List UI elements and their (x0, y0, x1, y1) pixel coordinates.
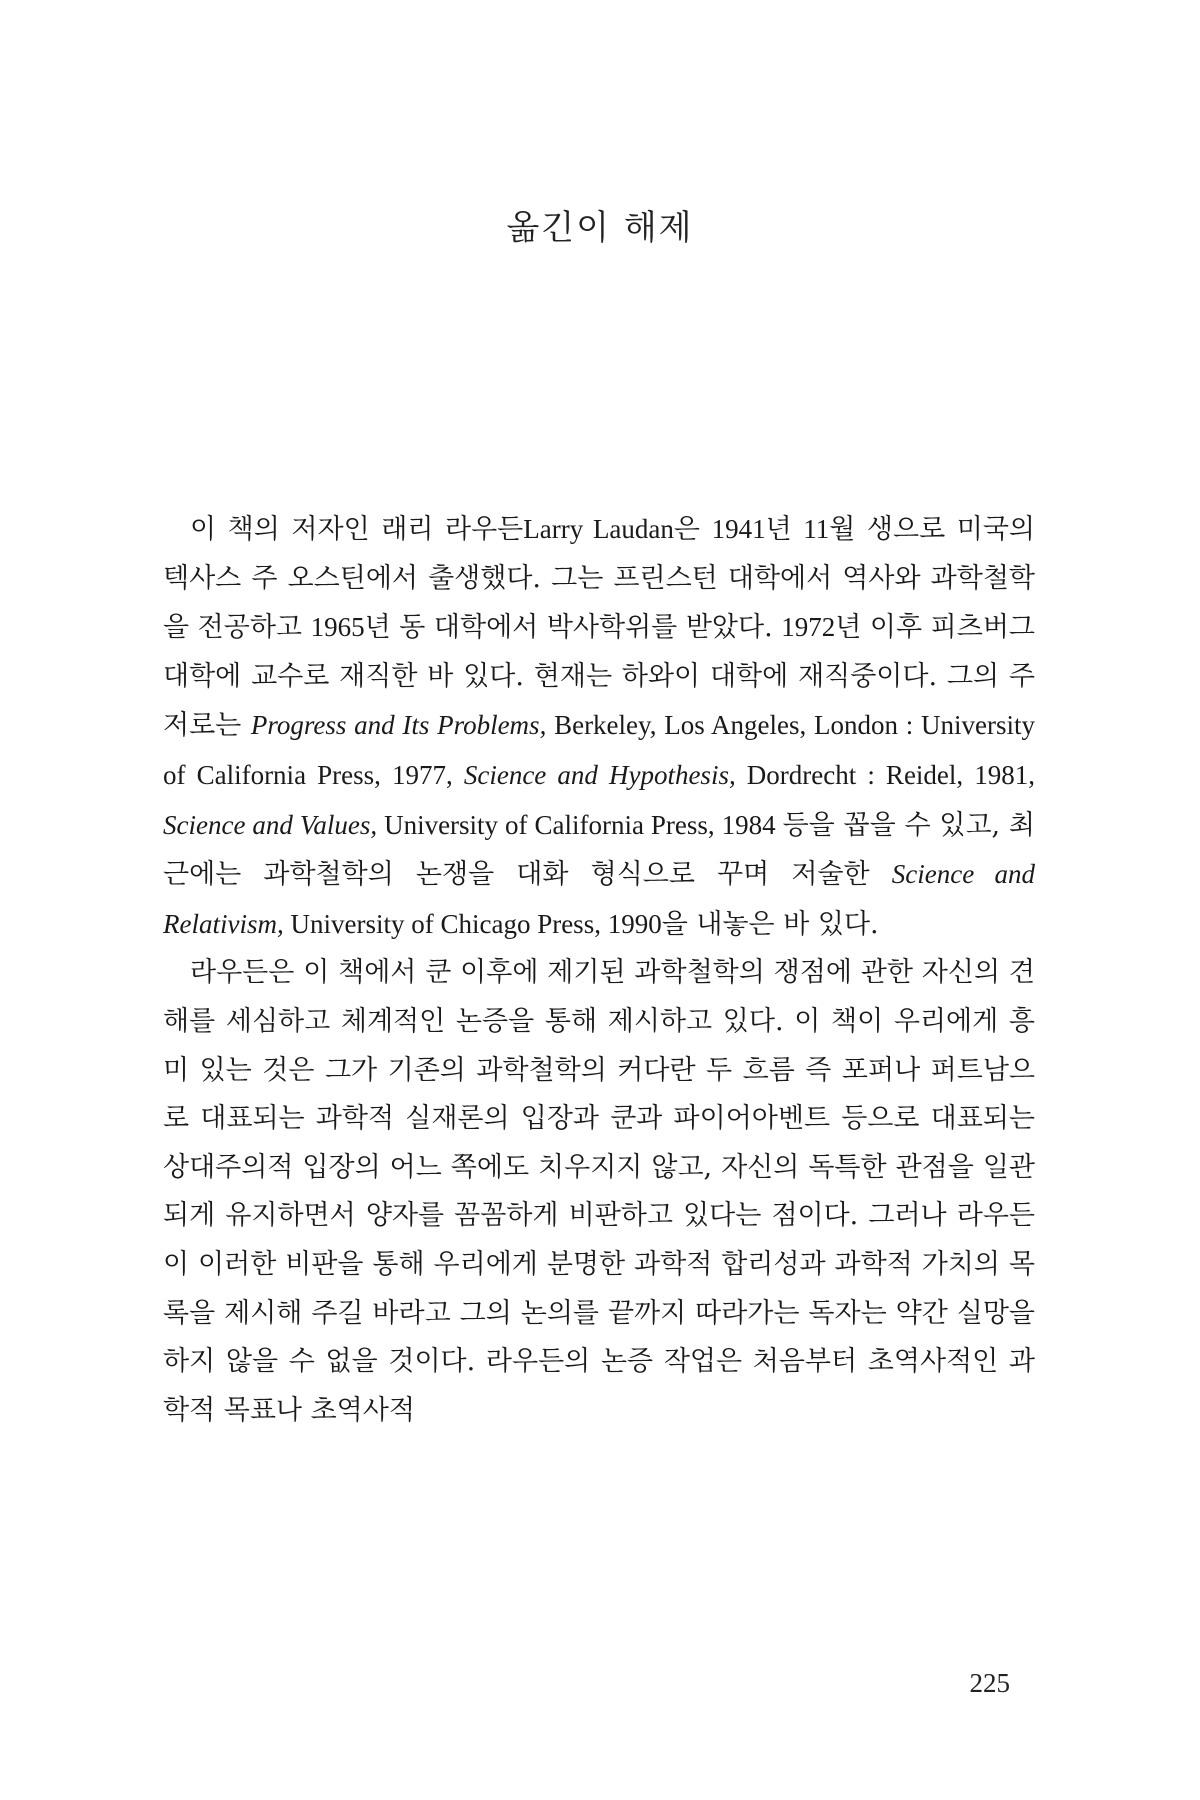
text-segment: Dordrecht : Reidel, 1981, (735, 759, 1036, 790)
text-segment: 11 (803, 514, 830, 544)
book-title-text: Science and Relativism, (163, 859, 1035, 939)
text-segment: 년 (765, 514, 804, 545)
text-segment: 년 이후 피츠버그 대학에 교수로 재직한 바 있다. 현재는 하와이 대학에 재직중이다. 그의 주저로는 (163, 612, 1035, 742)
text-segment: University of Chicago Press, 1990 (283, 908, 662, 939)
text-segment: 1965 (310, 612, 365, 643)
text-segment: Larry Laudan (523, 514, 674, 544)
text-segment: 라우든은 이 책에서 쿤 이후에 제기된 과학철학의 쟁점에 관한 자신의 견해를 세심하고 체계적인 논증을 통해 제시하고 있다. 이 책이 우리에게 흥미 있는 것은 그가 기존의 과학철학의 커다란 두 흐름 즉 포퍼나 퍼트남으로 대표되는 과학적 실재론의 입장과 쿤과 파이어아벤트 등으로 대표되는 상대주의적 입장의 어느 쪽에도 치우지지 않고, 자신의 독특한 관점을 일관되게 유지하면서 양자를 꼼꼼하게 비판하고 있다는 점이다. 그러나 라우든이 이러한 비판을 통해 우리에게 분명한 과학적 합리성과 과학적 가치의 목록을 제시해 주길 바라고 그의 논의를 끝까지 따라가는 독자는 약간 실망을 하지 않을 수 없을 것이다. 라우든의 논증 작업은 처음부터 초역사적인 과학적 목표나 초역사적 (163, 957, 1035, 1426)
text-segment: 을 내놓은 바 있다. (661, 908, 879, 940)
text-segment: University of California Press, 1984 (377, 809, 783, 840)
paragraph (163, 949, 1035, 1435)
text-segment: 이 책의 저자인 래리 라우든 (190, 514, 524, 545)
book-title-text: Science and Hypothesis, (463, 759, 736, 790)
text-segment: 월 생으로 미국의 텍사스 주 오스틴에서 출생했다. 그는 프린스턴 대학에서 역사와 과학철학을 전공하고 (163, 514, 1035, 644)
book-title-text: Progress and Its Problems, (250, 710, 547, 741)
text-segment: Berkeley, Los Angeles, London : University of California Press, 1977, (163, 710, 1035, 790)
text-segment: 1972 (781, 612, 836, 643)
page-title: 옮긴이 해제 (506, 208, 694, 248)
text-segment: 은 (673, 514, 712, 545)
book-title-text: Science and Values, (163, 809, 378, 840)
text-segment: 등을 꼽을 수 있고, 최근에는 과학철학의 논쟁을 대화 형식으로 꾸며 저술한 (163, 809, 1035, 891)
paragraph (163, 505, 1035, 949)
page-number: 225 (969, 1668, 1010, 1698)
text-segment: 년 동 대학에서 박사학위를 받았다. (364, 612, 782, 644)
body-text (163, 505, 1035, 1435)
text-segment: 1941 (711, 514, 766, 544)
